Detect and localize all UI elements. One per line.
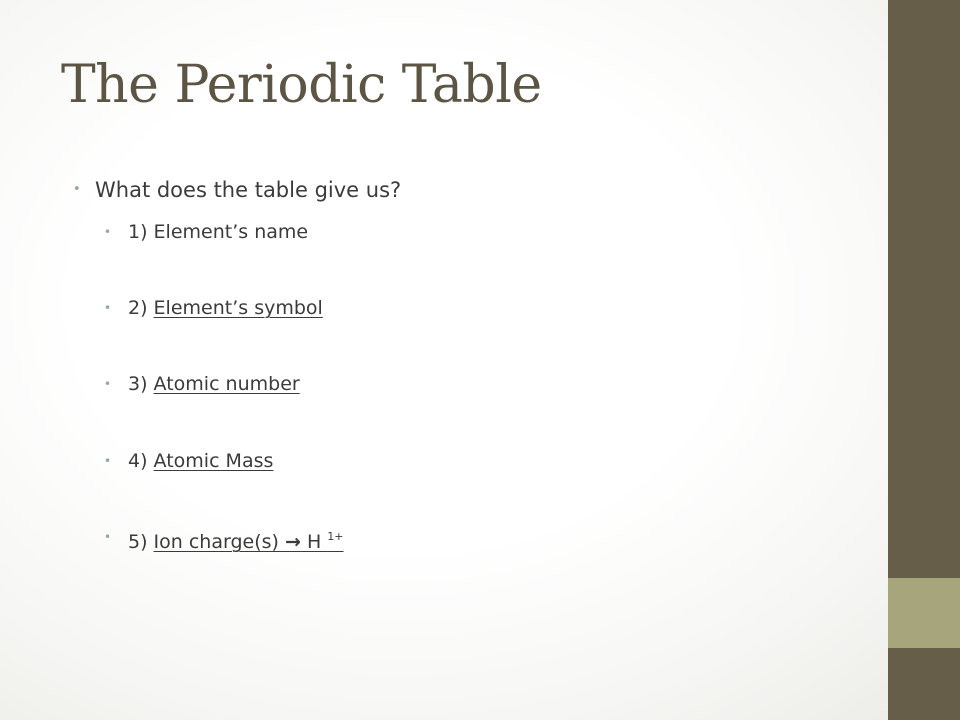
bullet-dot-icon: • [104, 377, 112, 391]
arrow-right-icon: → [284, 531, 301, 553]
item-text: Ion charge(s) [153, 531, 285, 553]
list-item [104, 524, 344, 555]
decorative-sidebar [888, 0, 960, 720]
list-item [104, 219, 309, 245]
item-prefix: 4) [128, 450, 154, 472]
list-item [104, 371, 300, 397]
bullet-main-text: What does the table give us? [95, 178, 402, 202]
item-text: Atomic number [153, 373, 300, 395]
bullet-dot-icon: • [104, 301, 112, 315]
bullet-dot-icon: • [104, 530, 112, 544]
slide-title: The Periodic Table [61, 55, 542, 115]
item-prefix: 3) [128, 373, 154, 395]
item-text: Element’s name [153, 221, 309, 243]
sidebar-dark-block [888, 0, 960, 578]
item-text: Atomic Mass [153, 450, 274, 472]
item-text: Element’s symbol [153, 297, 323, 319]
charge-superscript: 1+ [327, 530, 344, 543]
sidebar-light-block [888, 578, 960, 648]
bullet-dot-icon: • [104, 454, 112, 468]
item-prefix: 2) [128, 297, 154, 319]
list-item [104, 295, 323, 321]
bullet-dot-icon: • [73, 182, 81, 197]
bullet-main [73, 176, 402, 204]
item-prefix: 5) [128, 531, 154, 553]
element-symbol: H [300, 531, 328, 553]
list-item [104, 448, 274, 474]
item-prefix: 1) [128, 221, 154, 243]
bullet-dot-icon: • [104, 225, 112, 239]
item-text-underlined [154, 531, 344, 553]
sidebar-dark-block-bottom [888, 648, 960, 720]
